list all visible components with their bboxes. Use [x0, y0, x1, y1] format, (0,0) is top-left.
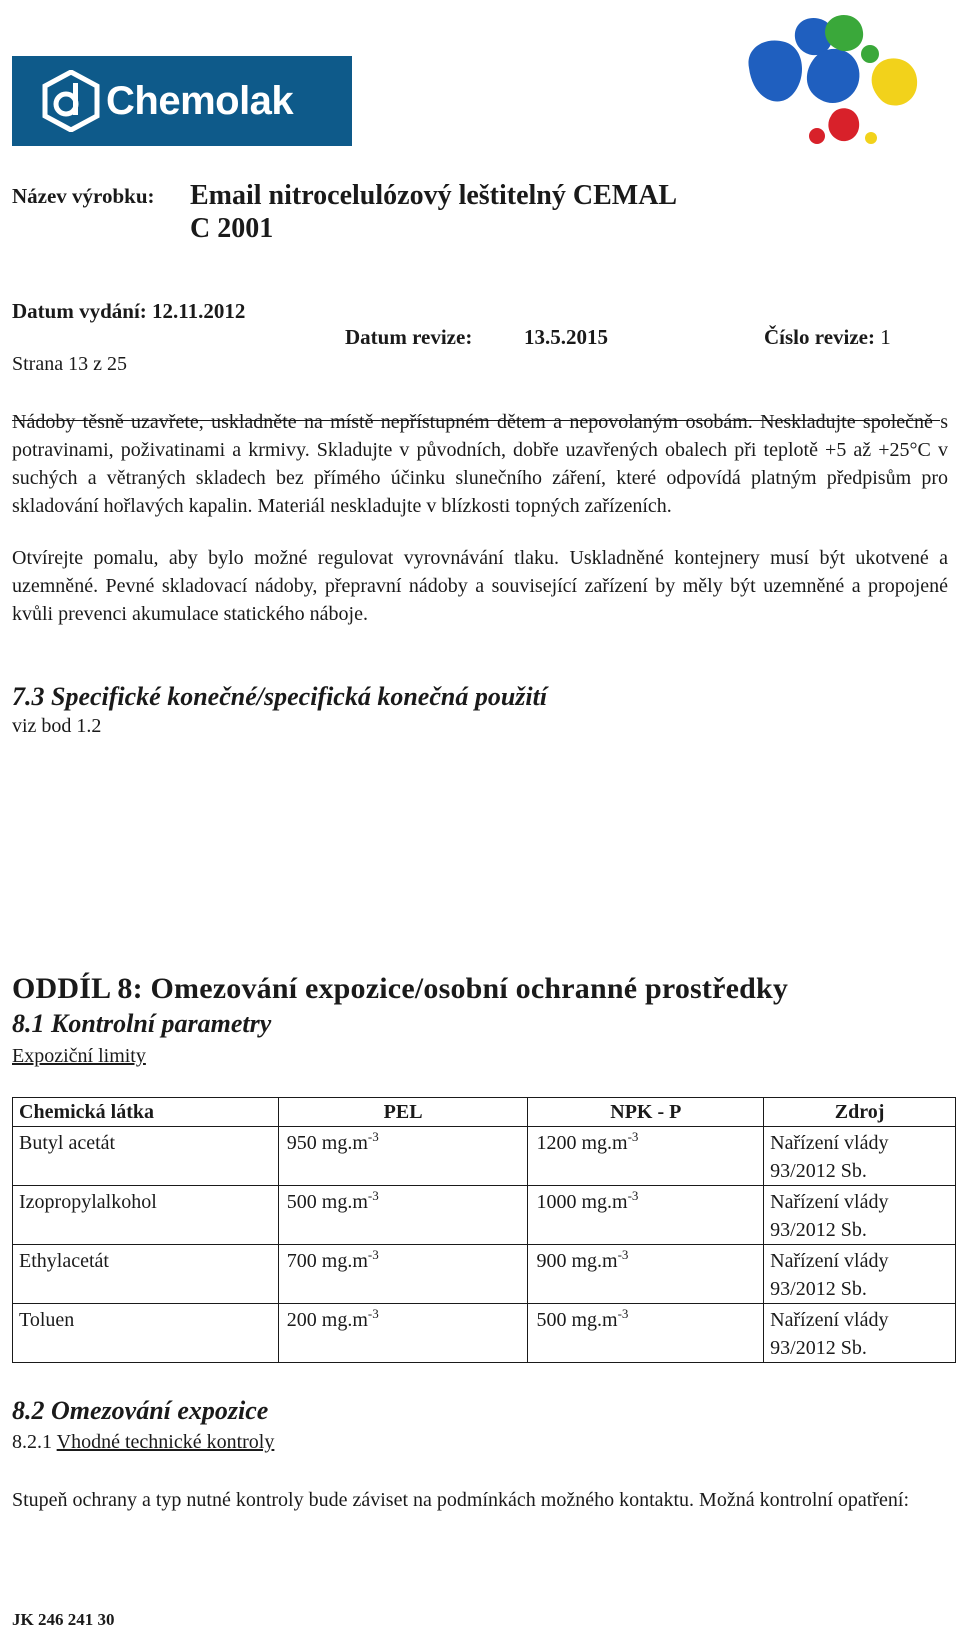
source-cell: Nařízení vlády 93/2012 Sb. — [764, 1304, 956, 1363]
table-header-row — [13, 1098, 956, 1127]
npk-cell: 900 $mg.m^{-3}$ — [528, 1245, 764, 1304]
footer-code: JK 246 241 30 — [12, 1610, 115, 1629]
source-cell: Nařízení vlády 93/2012 Sb. — [764, 1186, 956, 1245]
chemolak-emblem-icon — [42, 70, 100, 132]
source-cell: Nařízení vlády 93/2012 Sb. — [764, 1127, 956, 1186]
page-number: Strana 13 z 25 — [12, 353, 127, 375]
table-row — [13, 1304, 956, 1363]
color-drops-icon — [735, 8, 955, 158]
section-8-2-title: 8.2 Omezování expozice — [12, 1396, 269, 1425]
npk-cell: 500 $mg.m^{-3}$ — [528, 1304, 764, 1363]
revision-date: 13.5.2015 — [524, 325, 608, 349]
pel-cell: 950 $mg.m^{-3}$ — [278, 1127, 528, 1186]
product-label: Název výrobku: — [12, 184, 155, 208]
substance-cell: Butyl acetát — [13, 1127, 279, 1186]
section-8-2-1-title: 8.2.1 Vhodné technické kontroly — [12, 1431, 275, 1453]
table-row — [13, 1127, 956, 1186]
source-cell: Nařízení vlády 93/2012 Sb. — [764, 1245, 956, 1304]
section-8-title: ODDÍL 8: Omezování expozice/osobní ochranné prostředky — [12, 972, 789, 1005]
exposure-limits-label: Expoziční limity — [12, 1045, 146, 1067]
revision-number-value: 1 — [880, 325, 891, 349]
product-name-line1: Email nitrocelulózový leštitelný CEMAL — [190, 180, 678, 211]
product-name-line2: C 2001 — [190, 213, 274, 244]
revision-number-label: Číslo revize: — [764, 325, 875, 349]
revision-date-label: Datum revize: — [345, 325, 473, 349]
npk-cell: 1000 $mg.m^{-3}$ — [528, 1186, 764, 1245]
issue-date: Datum vydání: 12.11.2012 — [12, 299, 246, 323]
substance-cell: Toluen — [13, 1304, 279, 1363]
pel-cell: 200 $mg.m^{-3}$ — [278, 1304, 528, 1363]
npk-cell: 1200 $mg.m^{-3}$ — [528, 1127, 764, 1186]
section-8-1-title: 8.1 Kontrolní parametry — [12, 1009, 272, 1038]
section-7-3-title: 7.3 Specifické konečné/specifická konečná použití — [12, 682, 548, 711]
company-logo — [12, 56, 352, 146]
header-pel: PEL — [278, 1098, 528, 1127]
storage-paragraph-1: Nádoby těsně uzavřete, uskladněte na místě nepřístupném dětem a nepovolaným osobám. Neskladujte společně s potravinami, poživatinami a krmivy. Skladujte v původních, dobře uzavřených obalech při teplotě +5 až +25°C v suchých a větraných skladech bez přímého účinku slunečního záření, které odpovídá platným předpisům pro skladování hořlavých kapalin. Materiál neskladujte v blízkosti topných zařízeních. — [12, 411, 948, 517]
exposure-limits-table — [12, 1097, 956, 1363]
table-row — [13, 1245, 956, 1304]
substance-cell: Ethylacetát — [13, 1245, 279, 1304]
control-paragraph: Stupeň ochrany a typ nutné kontroly bude záviset na podmínkách možného kontaktu. Možná kontrolní opatření: — [12, 1489, 910, 1511]
company-name: Chemolak — [106, 78, 294, 123]
header-source: Zdroj — [764, 1098, 956, 1127]
revision-number — [764, 325, 891, 350]
header-substance: Chemická látka — [13, 1098, 279, 1127]
substance-cell: Izopropylalkohol — [13, 1186, 279, 1245]
pel-cell: 700 $mg.m^{-3}$ — [278, 1245, 528, 1304]
header-npk: NPK - P — [528, 1098, 764, 1127]
table-row — [13, 1186, 956, 1245]
pel-cell: 500 $mg.m^{-3}$ — [278, 1186, 528, 1245]
storage-paragraph-2: Otvírejte pomalu, aby bylo možné regulovat vyrovnávání tlaku. Uskladněné kontejnery musí být ukotvené a uzemněné. Pevné skladovací nádoby, přepravní nádoby a související zařízení by měly být uzemněné a propojené kvůli prevenci akumulace statického náboje. — [12, 547, 948, 625]
section-7-3-text: viz bod 1.2 — [12, 715, 102, 737]
